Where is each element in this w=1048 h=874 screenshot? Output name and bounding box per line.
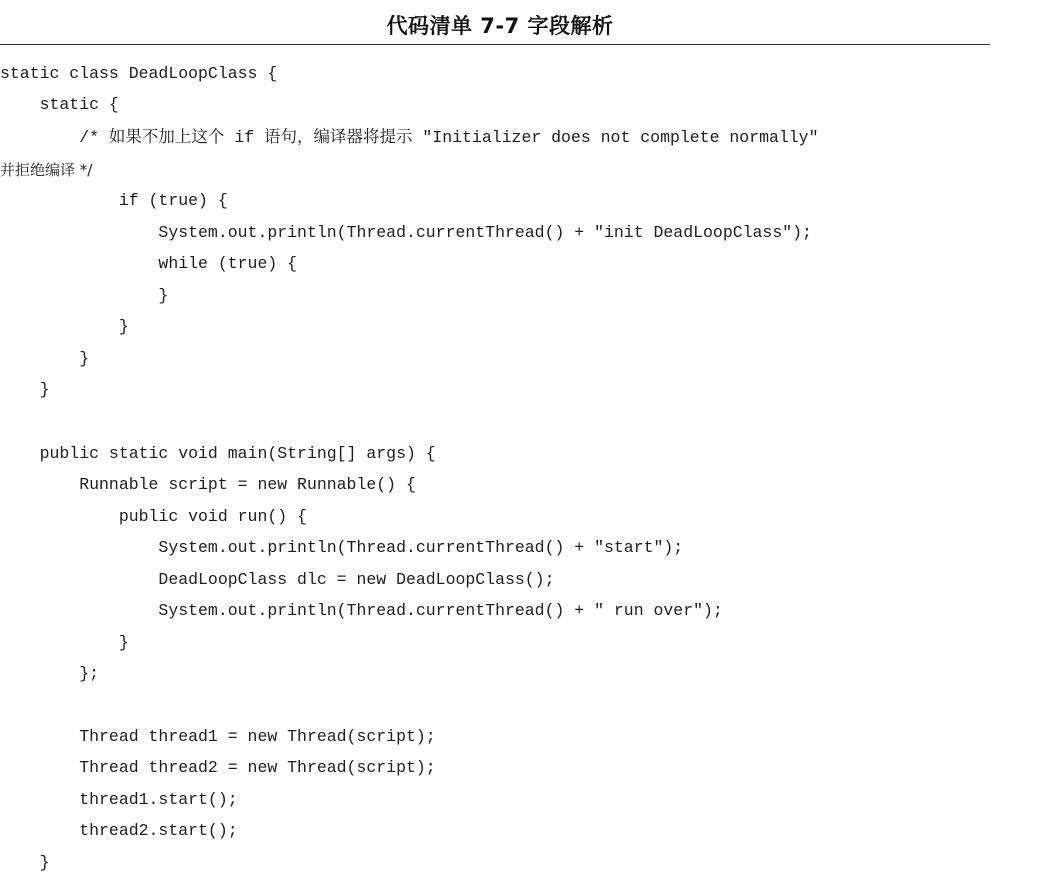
code-line: while (true) { (0, 254, 298, 273)
code-line: public void run() { (0, 507, 307, 526)
code-line: } (0, 853, 50, 872)
code-line: /* 如果不加上这个 if 语句，编译器将提示 "Initializer does not complete normally" (0, 128, 819, 147)
code-line: Thread thread1 = new Thread(script); (0, 727, 436, 746)
code-line: } (0, 349, 90, 368)
code-line: if (true) { (0, 191, 228, 210)
code-line: System.out.println(Thread.currentThread() + "init DeadLoopClass"); (0, 223, 812, 242)
code-line: System.out.println(Thread.currentThread() + "start"); (0, 538, 684, 557)
code-line: System.out.println(Thread.currentThread() + " run over"); (0, 601, 723, 620)
code-line: } (0, 380, 50, 399)
code-line: } (0, 286, 169, 305)
code-line: }; (0, 664, 100, 683)
code-line: } (0, 317, 129, 336)
code-line: 并拒绝编译 */ (0, 161, 93, 179)
code-line: static class DeadLoopClass { (0, 64, 278, 83)
code-line: Thread thread2 = new Thread(script); (0, 758, 436, 777)
listing-title: 代码清单 7-7 字段解析 (386, 14, 614, 38)
code-line: public static void main(String[] args) { (0, 444, 436, 463)
code-line: Runnable script = new Runnable() { (0, 475, 416, 494)
code-line: thread1.start(); (0, 790, 238, 809)
code-line: } (0, 633, 129, 652)
code-line: static { (0, 95, 119, 114)
title-divider (0, 44, 990, 45)
code-line: DeadLoopClass dlc = new DeadLoopClass(); (0, 570, 555, 589)
code-line: thread2.start(); (0, 821, 238, 840)
